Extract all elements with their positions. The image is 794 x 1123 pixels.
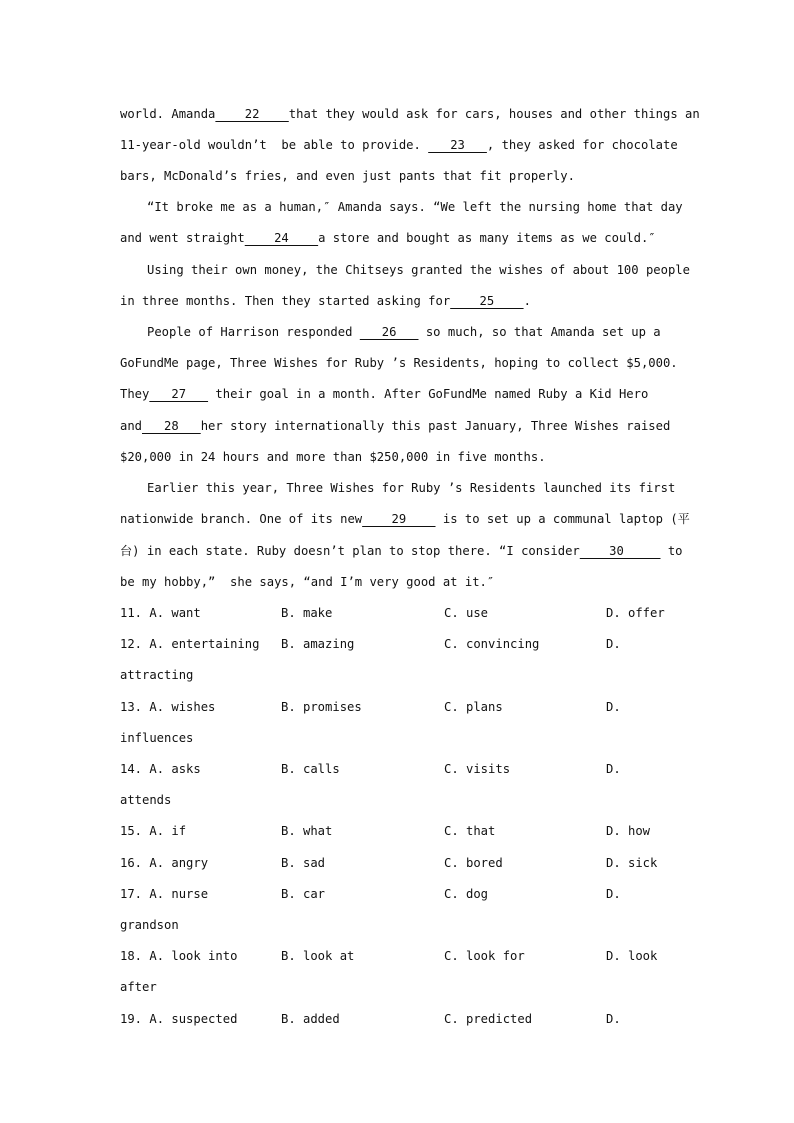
option-a: A. look into	[149, 949, 238, 964]
text: “It broke me as a human,″ Amanda says. “We left the nursing home that day	[147, 200, 683, 214]
option-d-continuation: influences	[120, 730, 194, 745]
question-number: 13.	[120, 699, 143, 714]
question-number: 12.	[120, 637, 143, 652]
blank-26: 26	[359, 325, 419, 339]
text: People of Harrison responded	[147, 325, 353, 339]
option-a: A. want	[149, 606, 201, 620]
question-number-and-option-a	[120, 700, 215, 714]
option-b: B. added	[281, 1011, 340, 1026]
question-number-and-option-a	[120, 762, 201, 776]
text: $20,000 in 24 hours and more than $250,000 in five months.	[120, 450, 546, 464]
question-number: 14.	[120, 762, 143, 776]
option-c: C. use	[444, 606, 489, 620]
question-number-and-option-a	[120, 1012, 237, 1026]
text: Using their own money, the Chitseys granted the wishes of about 100 people	[147, 263, 690, 277]
passage-line	[120, 169, 575, 183]
text: 11-year-old wouldn’t be able to provide.	[120, 138, 421, 152]
passage-line	[120, 387, 648, 401]
option-d-continuation: attracting	[120, 668, 194, 683]
option-b: B. calls	[281, 762, 340, 776]
option-d-continuation: attends	[120, 793, 172, 808]
passage-line	[147, 263, 690, 277]
passage-line	[120, 450, 546, 464]
text: is to set up a communal laptop (平	[442, 512, 690, 526]
passage-line	[120, 138, 678, 152]
blank-28: 28	[142, 419, 201, 433]
text: her story internationally this past January, Three Wishes raised	[200, 419, 671, 433]
passage-line	[147, 481, 675, 495]
blank-30: 30	[579, 544, 661, 558]
option-c: C. that	[444, 824, 496, 839]
question-number-and-option-a	[120, 949, 237, 963]
option-a: A. wishes	[149, 699, 216, 714]
option-d: D.	[606, 1011, 621, 1026]
option-d-continuation: grandson	[120, 918, 179, 932]
option-c: C. bored	[444, 855, 503, 870]
blank-23: 23	[428, 138, 487, 152]
text: and	[120, 419, 143, 433]
passage-line	[120, 419, 670, 433]
text: Earlier this year, Three Wishes for Ruby ’s Residents launched its first	[147, 481, 676, 495]
text: their goal in a month. After GoFundMe named Ruby a Kid Hero	[215, 387, 649, 401]
question-number: 19.	[120, 1011, 143, 1026]
passage-line	[120, 542, 683, 559]
text: They	[120, 387, 150, 401]
option-a: A. entertaining	[149, 637, 260, 652]
option-d: D. offer	[606, 606, 665, 620]
question-number-and-option-a	[120, 606, 201, 620]
text: in three months. Then they started asking for	[120, 294, 451, 308]
text: nationwide branch. One of its new	[120, 512, 363, 526]
blank-24: 24	[244, 231, 319, 245]
text: be my hobby,” she says, “and I’m very good at it.″	[120, 575, 495, 589]
option-b: B. amazing	[281, 637, 355, 652]
option-c: C. predicted	[444, 1011, 533, 1026]
option-b: B. what	[281, 824, 333, 839]
question-number: 15.	[120, 824, 143, 839]
text: so much, so that Amanda set up a	[425, 325, 661, 339]
question-number: 18.	[120, 949, 143, 964]
option-c: C. look for	[444, 949, 525, 964]
question-number: 11.	[120, 606, 143, 620]
option-a: A. if	[149, 824, 187, 839]
option-b: B. car	[281, 886, 326, 901]
option-a: A. suspected	[149, 1011, 238, 1026]
blank-22: 22	[215, 107, 289, 121]
option-d-continuation: after	[120, 980, 157, 995]
text: world. Amanda	[120, 107, 216, 121]
passage-line	[120, 294, 531, 308]
option-d: D.	[606, 699, 621, 714]
passage-line	[147, 325, 661, 339]
text: a store and bought as many items as we could.″	[318, 231, 656, 245]
question-number-and-option-a	[120, 856, 208, 870]
option-d: D. sick	[606, 855, 658, 870]
option-c: C. visits	[444, 762, 511, 776]
option-b: B. make	[281, 606, 333, 620]
blank-29: 29	[362, 512, 436, 526]
question-number-and-option-a	[120, 887, 208, 901]
text: GoFundMe page, Three Wishes for Ruby ’s Residents, hoping to collect $5,000.	[120, 356, 678, 370]
passage-line	[120, 575, 494, 589]
option-c: C. convincing	[444, 637, 540, 652]
option-b: B. look at	[281, 949, 355, 964]
passage-line	[147, 200, 683, 214]
passage-line	[120, 107, 700, 121]
question-number: 17.	[120, 886, 143, 901]
question-number-and-option-a	[120, 637, 259, 651]
text: bars, McDonald’s fries, and even just pants that fit properly.	[120, 169, 575, 183]
option-d: D. how	[606, 824, 651, 839]
option-d: D. look	[606, 949, 658, 964]
option-a: A. nurse	[149, 886, 209, 901]
option-d: D.	[606, 886, 621, 901]
text: , they asked for chocolate	[486, 138, 678, 152]
passage-line	[120, 231, 656, 245]
text: to	[667, 544, 683, 558]
text: 台) in each state. Ruby doesn’t plan to stop there. “I consider	[120, 544, 580, 558]
text: and went straight	[120, 231, 245, 245]
passage-line	[120, 356, 678, 370]
option-b: B. promises	[281, 699, 362, 714]
option-d: D.	[606, 762, 621, 776]
passage-line	[120, 510, 690, 527]
blank-25: 25	[450, 294, 524, 308]
option-a: A. angry	[149, 855, 209, 870]
option-a: A. asks	[149, 762, 201, 776]
blank-27: 27	[149, 387, 209, 401]
option-b: B. sad	[281, 855, 326, 870]
option-d: D.	[606, 637, 621, 652]
option-c: C. dog	[444, 886, 489, 901]
text: that they would ask for cars, houses and other things an	[288, 107, 700, 121]
text: .	[523, 294, 531, 308]
option-c: C. plans	[444, 699, 503, 714]
question-number: 16.	[120, 855, 143, 870]
question-number-and-option-a	[120, 824, 186, 838]
